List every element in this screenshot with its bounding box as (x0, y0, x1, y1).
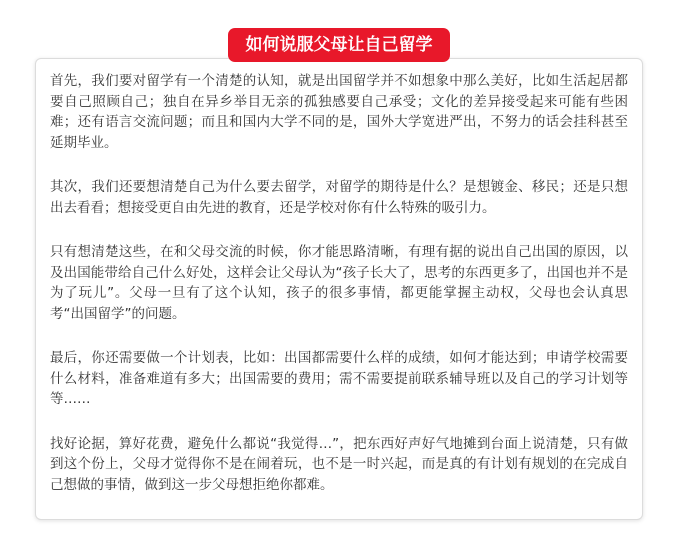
paragraph-2: 其次，我们还要想清楚自己为什么要去留学，对留学的期待是什么？是想镀金、移民；还是只想出去看看；想接受更自由先进的教育，还是学校对你有什么特殊的吸引力。 (50, 179, 628, 216)
article-card (35, 58, 643, 520)
article-title: 如何说服父母让自己留学 (228, 28, 450, 62)
paragraph-3: 只有想清楚这些，在和父母交流的时候，你才能思路清晰，有理有据的说出自己出国的原因，以及出国能带给自己什么好处，这样会让父母认为“孩子长大了，思考的东西更多了，出国也并不是为了玩儿”。父母一旦有了这个认知，孩子的很多事情，都更能掌握主动权，父母也会认真思考“出国留学”的问题。 (50, 244, 628, 322)
paragraph-1: 首先，我们要对留学有一个清楚的认知，就是出国留学并不如想象中那么美好，比如生活起居都要自己照顾自己；独自在异乡举目无亲的孤独感要自己承受；文化的差异接受起来可能有些困难；还有语言交流问题；而且和国内大学不同的是，国外大学宽进严出，不努力的话会挂科甚至延期毕业。 (50, 73, 628, 151)
paragraph-5: 找好论据，算好花费，避免什么都说“我觉得…”，把东西好声好气地摊到台面上说清楚，只有做到这个份上，父母才觉得你不是在闹着玩，也不是一时兴起，而是真的有计划有规划的在完成自己想做的事情，做到这一步父母想拒绝你都难。 (50, 435, 628, 493)
paragraph-4: 最后，你还需要做一个计划表，比如：出国都需要什么样的成绩，如何才能达到；申请学校需要什么材料，准备难道有多大；出国需要的费用；需不需要提前联系辅导班以及自己的学习计划等等…… (50, 350, 628, 407)
